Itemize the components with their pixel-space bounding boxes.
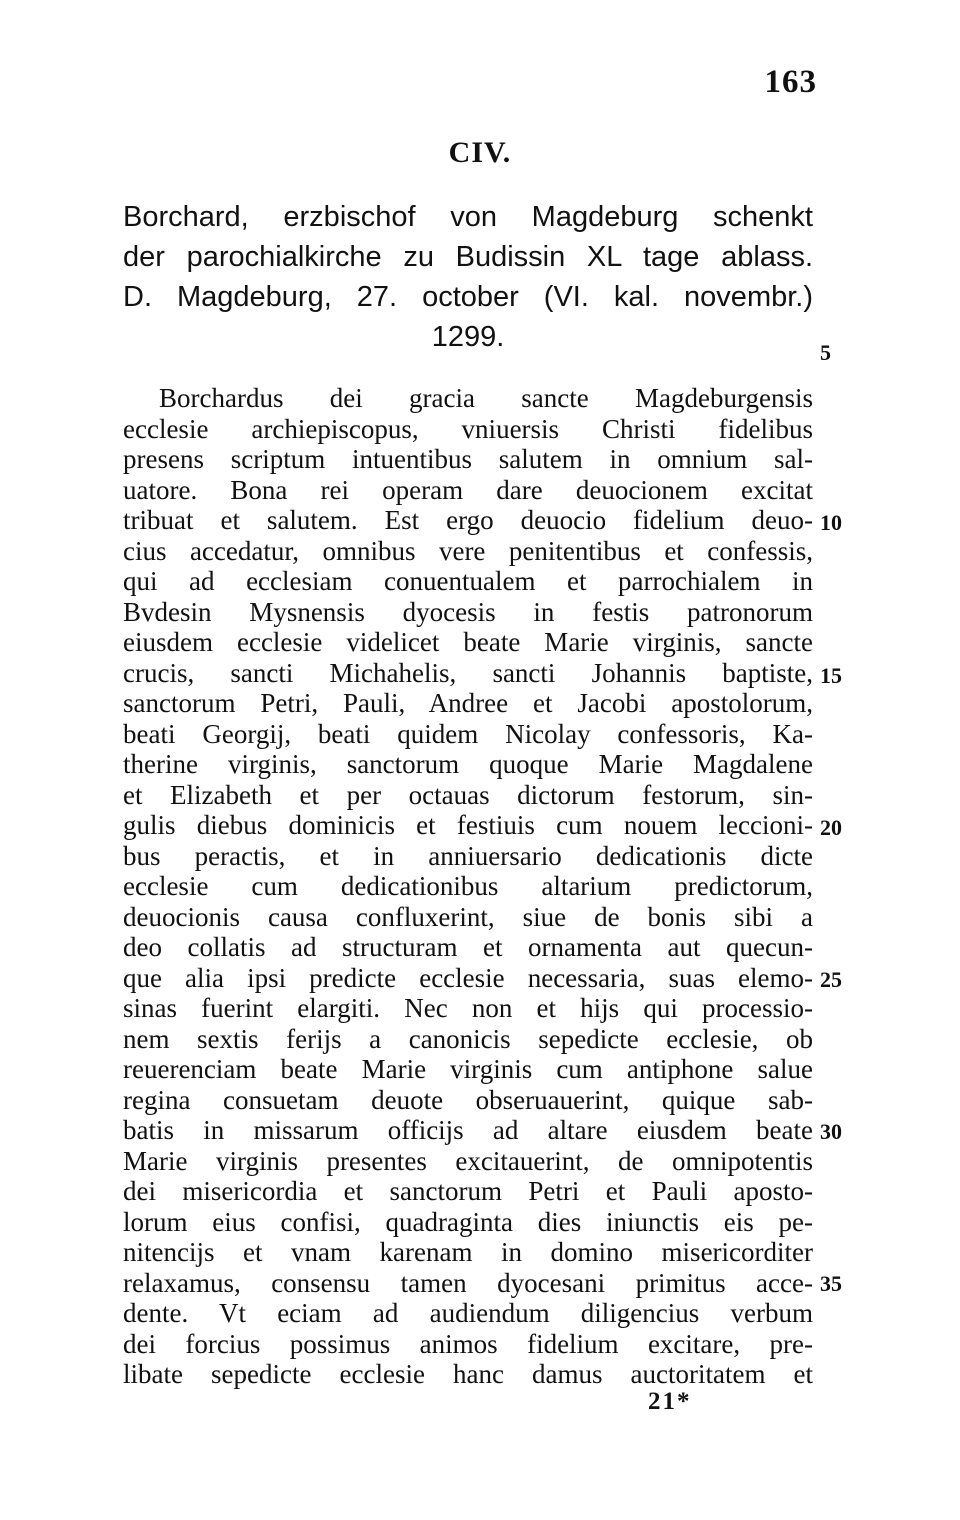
body-line: cius accedatur, omnibus vere penitentibus et confessis, [123, 535, 813, 566]
document-body [123, 383, 813, 1390]
heading-line: 1299. [431, 321, 505, 353]
body-line: tribuat et salutem. Est ergo deuocio fidelium deuo- [123, 505, 813, 535]
body-line: Bvdesin Mysnensis dyocesis in festis patronorum [123, 596, 813, 627]
heading-line: Borchard, erzbischof von Magdeburg schenkt [123, 201, 813, 233]
body-line: Borchardus dei gracia sancte Magdeburgensis [159, 383, 813, 413]
body-line: que alia ipsi predicte ecclesie necessaria, suas elemo- [123, 962, 813, 993]
body-line: eiusdem ecclesie videlicet beate Marie virginis, sancte [123, 627, 813, 657]
body-line: ecclesie cum dedicationibus altarium predictorum, [123, 871, 813, 901]
body-line: Marie virginis presentes excitauerint, de omnipotentis [123, 1145, 813, 1176]
line-number: 10 [820, 510, 842, 535]
page-number: 163 [764, 64, 817, 100]
document-heading [123, 197, 813, 357]
line-number: 20 [820, 815, 842, 840]
body-line: et Elizabeth et per octauas dictorum festorum, sin- [123, 779, 813, 810]
line-number: 25 [820, 967, 842, 992]
body-line: nitencijs et vnam karenam in domino misericorditer [123, 1237, 813, 1267]
body-line: sinas fuerint elargiti. Nec non et hijs qui processio- [123, 993, 813, 1023]
body-line: presens scriptum intuentibus salutem in omnium sal- [123, 444, 813, 474]
body-line: crucis, sancti Michahelis, sancti Johannis baptiste, [123, 657, 813, 688]
body-line: relaxamus, consensu tamen dyocesani primitus acce- [123, 1267, 813, 1298]
line-number: 5 [820, 340, 831, 365]
body-line: regina consuetam deuote obseruauerint, quique sab- [123, 1084, 813, 1115]
heading-line: D. Magdeburg, 27. october (VI. kal. novembr.) [123, 281, 813, 313]
body-line: qui ad ecclesiam conuentualem et parrochialem in [123, 566, 813, 596]
body-line: deo collatis ad structuram et ornamenta aut quecun- [123, 932, 813, 962]
body-line: dei misericordia et sanctorum Petri et Pauli aposto- [123, 1176, 813, 1206]
body-line: dei forcius possimus animos fidelium excitare, pre- [123, 1328, 813, 1359]
body-line: batis in missarum officijs ad altare eiusdem beate [123, 1115, 813, 1145]
body-line: uatore. Bona rei operam dare deuocionem excitat [123, 474, 813, 505]
body-line: ecclesie archiepiscopus, vniuersis Christi fidelibus [123, 413, 813, 444]
body-line: dente. Vt eciam ad audiendum diligencius verbum [123, 1298, 813, 1328]
body-line: sanctorum Petri, Pauli, Andree et Jacobi apostolorum, [123, 688, 813, 718]
signature-mark: 21* [648, 1388, 692, 1415]
line-number: 30 [820, 1119, 842, 1144]
body-line: lorum eius confisi, quadraginta dies iniunctis eis pe- [123, 1206, 813, 1237]
body-line: nem sextis ferijs a canonicis sepedicte ecclesie, ob [123, 1023, 813, 1054]
body-line: bus peractis, et in anniuersario dedicationis dicte [123, 840, 813, 871]
body-line: gulis diebus dominicis et festiuis cum nouem leccioni- [123, 810, 813, 840]
line-number: 35 [820, 1271, 842, 1296]
body-line: beati Georgij, beati quidem Nicolay confessoris, Ka- [123, 718, 813, 749]
heading-line: der parochialkirche zu Budissin XL tage ablass. [123, 241, 813, 273]
line-number: 15 [820, 663, 842, 688]
body-line: reuerenciam beate Marie virginis cum antiphone salue [123, 1054, 813, 1084]
document-number: CIV. [448, 136, 512, 169]
body-line: therine virginis, sanctorum quoque Marie Magdalene [123, 749, 813, 779]
body-line: deuocionis causa confluxerint, siue de bonis sibi a [123, 901, 813, 932]
body-line: libate sepedicte ecclesie hanc damus auctoritatem et [123, 1359, 813, 1389]
